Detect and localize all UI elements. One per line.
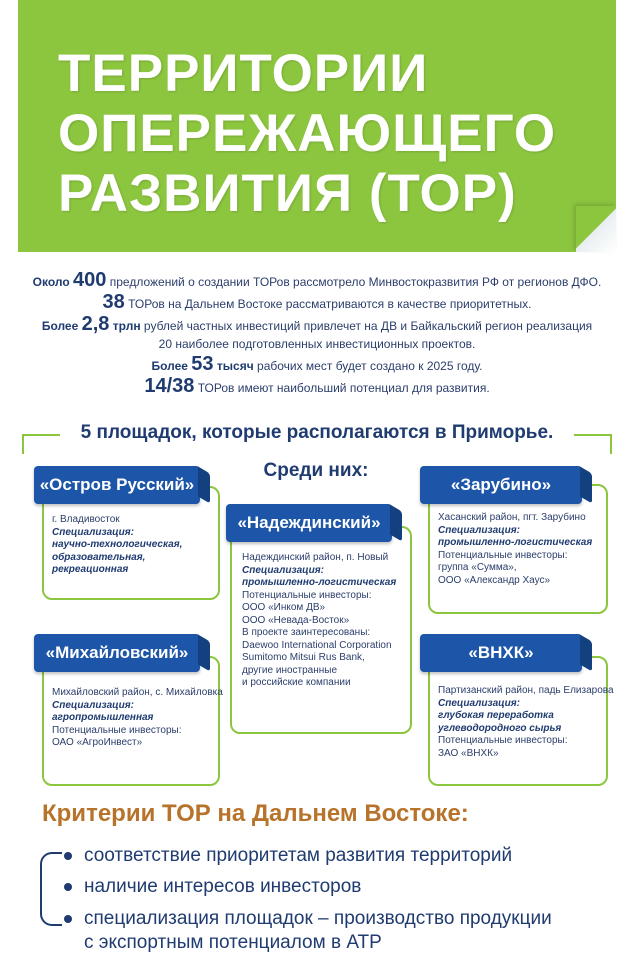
site-body-russky: г. Владивосток Специализация: научно-технологическая, образовательная, рекреационная [52,514,183,575]
site-body-mikhailovsky: Михайловский район, с. Михайловка Специализация: агропромышленная Потенциальные инвесторы: ОАО «АгроИнвест» [52,687,223,748]
site-name-mikhailovsky: «Михайловский» [34,634,200,672]
stat-priority-tor: 38 ТОРов на Дальнем Востоке рассматриваются в качестве приоритетных. [102,291,532,313]
stat-investments: Более 2,8 трлн рублей частных инвестиций привлечет на ДВ и Байкальский регион реализация [41,313,593,335]
stat-proposals: Около 400 предложений о создании ТОРов рассмотрело Минвостокразвития РФ от регионов ДФО. [32,269,602,291]
site-name-russky: «Остров Русский» [34,466,200,504]
stat-jobs: Более 53 тысяч рабочих мест будет создано к 2025 году. [151,353,483,375]
criteria-bullet-2 [64,883,72,891]
criteria-item-2: наличие интересов инвесторов [84,876,362,897]
main-title-line-1: ТЕРРИТОРИИ [58,44,429,103]
site-body-nadezhdinsky: Надеждинский район, п. Новый Специализация: промышленно-логистическая Потенциальные инвесторы: ООО «Инком ДВ» ООО «Невада-Восток» В проекте заинтересованы: Daewoo International Corporation Sumitomo Mitsui Rus Bank, другие иностранные и российские компании [242,552,397,688]
criteria-item-3: специализация площадок – производство продукции [84,908,552,929]
main-title-line-2: ОПЕРЕЖАЮЩЕГО [58,104,557,163]
site-name-vnhk: «ВНХК» [420,634,582,672]
primorye-title: 5 площадок, которые располагаются в Приморье. [60,422,574,444]
criteria-item-1: соответствие приоритетам развития территорий [84,845,513,866]
criteria-bracket [40,852,62,926]
frame-right-tick [610,434,612,454]
stat-potential: 14/38 ТОРов имеют наибольший потенциал для развития. [144,375,490,397]
page-curl-decoration [576,206,616,252]
criteria-bullet-1 [64,852,72,860]
stat-investments-cont: 20 наиболее подготовленных инвестиционных проектов. [158,337,476,351]
criteria-bullet-3 [64,915,72,923]
site-name-zarubino: «Зарубино» [420,466,582,504]
criteria-title: Критерии ТОР на Дальнем Востоке: [42,800,469,827]
criteria-item-3-cont: с экспортным потенциалом в АТР [84,932,382,953]
site-body-zarubino: Хасанский район, пгт. Зарубино Специализация: промышленно-логистическая Потенциальные инвесторы: группа «Сумма», ООО «Александр Хаус» [438,512,593,586]
among-them-label: Среди них: [263,460,369,481]
main-title-line-3: РАЗВИТИЯ (ТОР) [58,164,517,223]
site-body-vnhk: Партизанский район, падь Елизарова Специализация: глубокая переработка углеводородного сырья Потенциальные инвесторы: ЗАО «ВНХК» [438,685,614,759]
frame-left-tick [22,434,24,454]
site-name-nadezhdinsky: «Надеждинский» [226,504,392,542]
